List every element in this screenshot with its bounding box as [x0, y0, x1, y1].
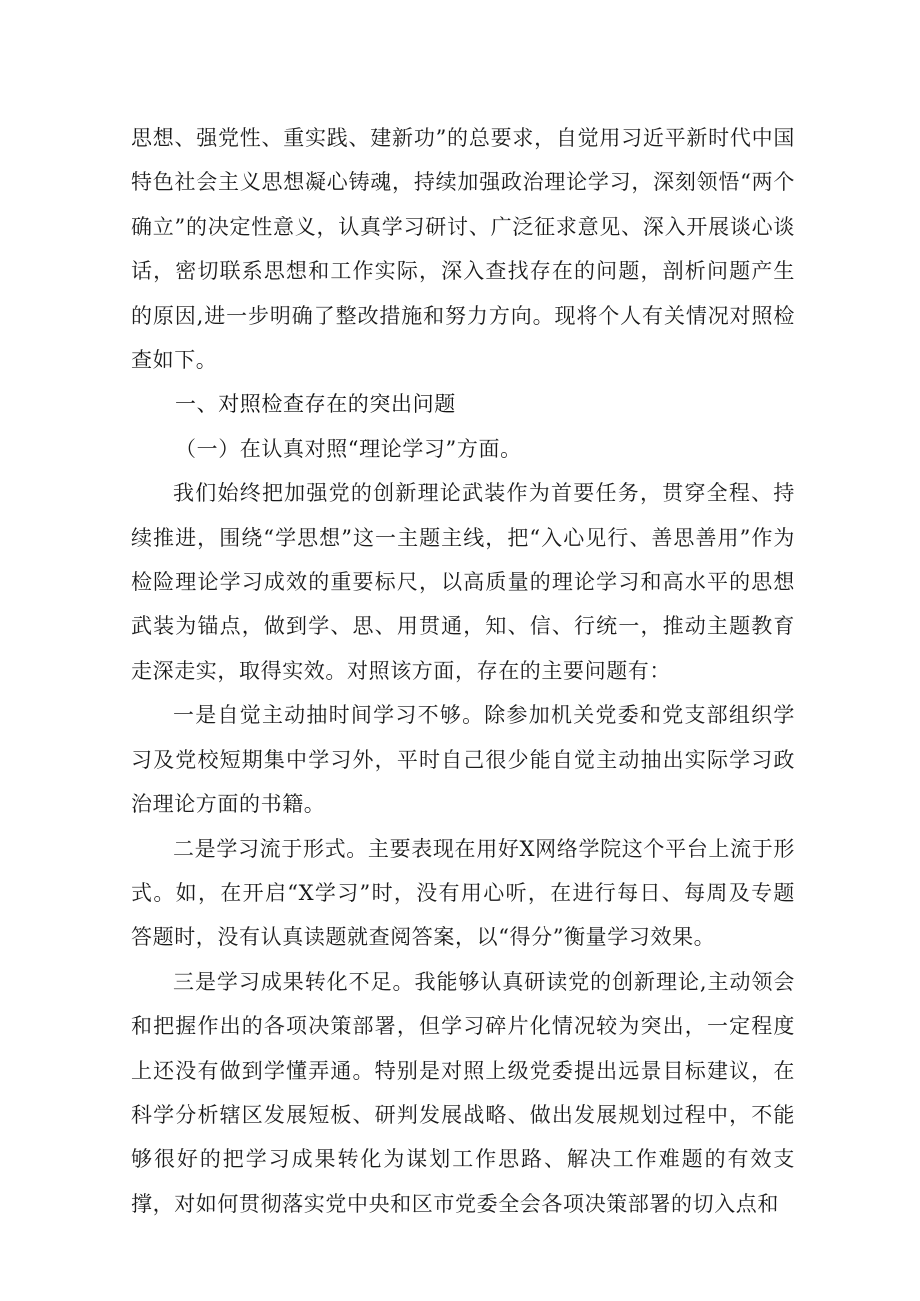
paragraph-theory-study: 我们始终把加强党的创新理论武装作为首要任务，贯穿全程、持续推进，围绕“学思想”这一主题主线，把“入心见行、善思善用”作为检险理论学习成效的重要标尺，以高质量的理论学习和高水平的思想武装为锚点，做到学、思、用贯通，知、信、行统一，推动主题教育走深走实，取得实效。对照该方面，存在的主要问题有：	[131, 481, 795, 683]
subsection-heading-1: （一）在认真对照“理论学习”方面。	[175, 436, 522, 461]
section-heading-1: 一、对照检查存在的突出问题	[175, 392, 456, 417]
paragraph-problem-2: 二是学习流于形式。主要表现在用好X网络学院这个平台上流于形式。如，在开启“X学习”时，没有用心听，在进行每日、每周及专题答题时，没有认真读题就查阅答案，以“得分”衡量学习效果。	[131, 836, 795, 950]
document-body	[131, 116, 795, 1226]
paragraph-intro: 思想、强党性、重实践、建新功”的总要求，自觉用习近平新时代中国特色社会主义思想凝心铸魂，持续加强政治理论学习，深刻领悟“两个确立”的决定性意义，认真学习研讨、广泛征求意见、深入开展谈心谈话，密切联系思想和工作实际，深入查找存在的问题，剖析问题产生的原因,进一步明确了整改措施和努力方向。现将个人有关情况对照检查如下。	[131, 126, 795, 373]
paragraph-problem-1: 一是自觉主动抽时间学习不够。除参加机关党委和党支部组织学习及党校短期集中学习外，平时自己很少能自觉主动抽出实际学习政治理论方面的书籍。	[131, 703, 795, 817]
paragraph-problem-3: 三是学习成果转化不足。我能够认真研读党的创新理论,主动领会和把握作出的各项决策部署，但学习碎片化情况较为突出，一定程度上还没有做到学懂弄通。特别是对照上级党委提出远景目标建议，在科学分析辖区发展短板、研判发展战略、做出发展规划过程中，不能够很好的把学习成果转化为谋划工作思路、解决工作难题的有效支撑，对如何贯彻落实党中央和区市党委全会各项决策部署的切入点和	[131, 969, 795, 1216]
